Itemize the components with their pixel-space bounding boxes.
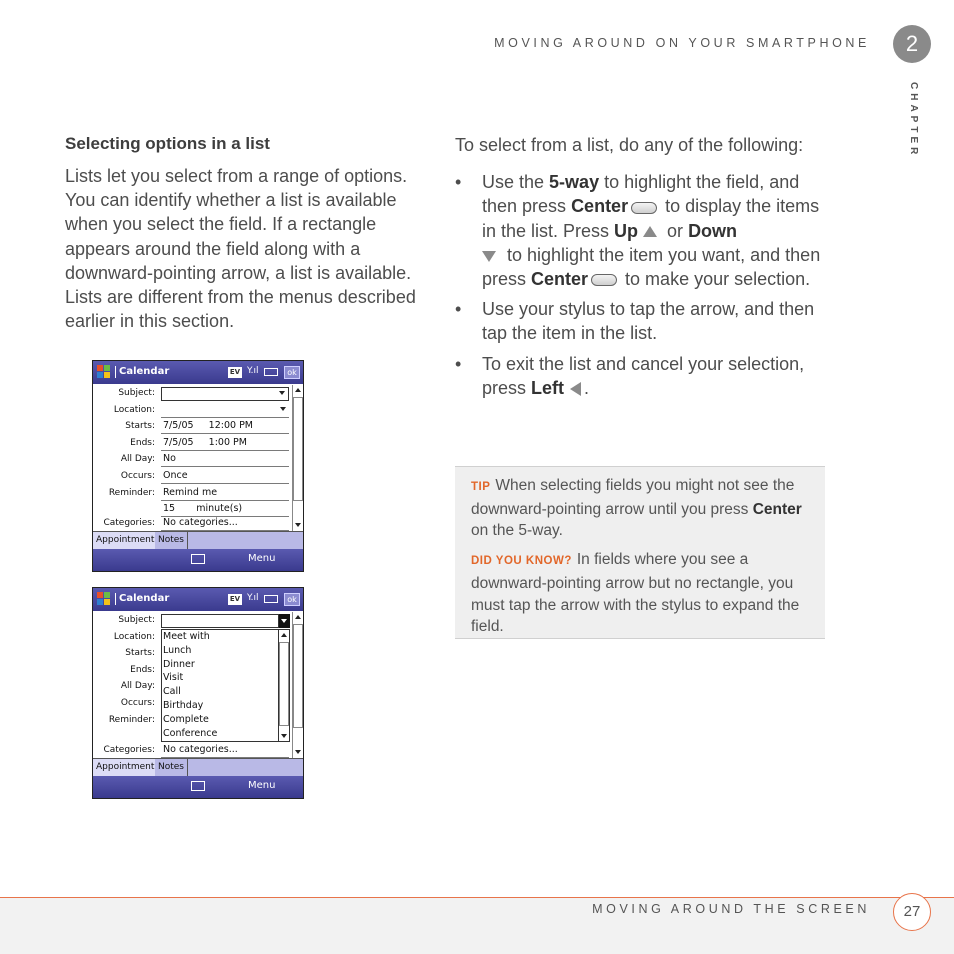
instruction-list — [455, 170, 827, 400]
scroll-down-icon — [281, 734, 287, 738]
tip-box — [455, 466, 825, 639]
tab-appointment[interactable]: Appointment — [93, 759, 158, 776]
did-you-know-text: DID YOU KNOW? In fields where you see a downward-pointing arrow but no rectangle, you must tap the arrow with the stylus to expand the field. — [471, 551, 800, 636]
form-row: Reminder: Remind me — [93, 485, 291, 502]
form-row: Categories: No categories... — [93, 742, 291, 759]
list-option[interactable]: Lunch — [163, 644, 192, 656]
calendar-screenshot-2 — [92, 587, 304, 799]
down-arrow-icon — [482, 251, 496, 262]
location-field[interactable] — [161, 404, 289, 418]
reminder-field[interactable]: Remind me — [161, 487, 289, 501]
page-number: 27 — [893, 893, 931, 931]
form-row: All Day: — [120, 681, 155, 692]
scroll-down-icon — [295, 750, 301, 754]
form-row: Occurs: Once — [93, 468, 291, 485]
did-you-know-label: DID YOU KNOW? — [471, 555, 572, 568]
scroll-thumb — [279, 642, 289, 726]
left-arrow-icon — [570, 382, 581, 396]
form-row: Ends: — [130, 664, 155, 675]
list-item: • To exit the list and cancel your selection, press Left . — [455, 352, 827, 400]
occurs-field[interactable]: Once — [161, 470, 289, 484]
chapter-label: CHAPTER — [908, 82, 919, 159]
list-scrollbar[interactable] — [279, 629, 290, 742]
reminder-time-field[interactable]: 15 minute(s) — [161, 503, 289, 517]
windows-logo-icon — [97, 365, 111, 379]
scroll-up-icon — [295, 615, 301, 619]
tab-notes[interactable]: Notes — [155, 759, 188, 776]
list-option[interactable]: Dinner — [163, 658, 195, 670]
tab-bar — [93, 758, 303, 776]
form-row: Ends: 7/5/05 1:00 PM — [93, 435, 291, 452]
app-title: Calendar — [115, 593, 169, 605]
list-option[interactable]: Visit — [163, 672, 184, 684]
tip-text: TIP When selecting fields you might not see the downward-pointing arrow until you press Center on the 5-way. — [471, 477, 802, 540]
list-option[interactable]: Meet with — [163, 631, 210, 642]
form-row: Subject: — [93, 385, 291, 402]
signal-icon: Y.ıl — [247, 593, 259, 603]
section-body: Lists let you select from a range of options. You can identify whether a list is available when you select the field. If a rectangle appears around the field along with a downward-pointing arrow, a list is available. Lists are different from the menus described earlier in this section. — [65, 166, 416, 332]
scrollbar[interactable] — [292, 385, 303, 531]
chapter-number-badge: 2 — [893, 25, 931, 63]
ok-button[interactable]: ok — [284, 366, 300, 379]
center-button-icon — [631, 202, 657, 214]
form-row: Subject: — [93, 612, 291, 629]
page-footer — [0, 897, 954, 954]
calendar-screenshot-1 — [92, 360, 304, 572]
list-item: • Use your stylus to tap the arrow, and then tap the item in the list. — [455, 297, 827, 345]
scrollbar[interactable] — [292, 612, 303, 758]
form-row: All Day: No — [93, 451, 291, 468]
title-bar — [93, 588, 303, 611]
tab-notes[interactable]: Notes — [155, 532, 188, 549]
section-title: Selecting options in a list — [65, 134, 270, 153]
scroll-thumb — [293, 624, 303, 728]
tip-label: TIP — [471, 481, 491, 493]
menu-button[interactable]: Menu — [248, 780, 276, 791]
form-row: Starts: 7/5/05 12:00 PM — [93, 418, 291, 435]
tab-appointment[interactable]: Appointment — [93, 532, 158, 549]
form-row: Location: — [93, 402, 291, 419]
list-option[interactable]: Complete — [163, 713, 209, 725]
form-row: Reminder: — [108, 714, 155, 725]
categories-field[interactable]: No categories... — [161, 744, 289, 758]
menu-button[interactable]: Menu — [248, 553, 276, 564]
list-option[interactable]: Conference — [163, 727, 218, 739]
ends-field[interactable]: 7/5/05 1:00 PM — [161, 437, 289, 451]
form-row: Starts: — [125, 648, 155, 659]
center-button-icon — [591, 274, 617, 286]
footer-section-title: MOVING AROUND THE SCREEN — [592, 902, 870, 916]
starts-field[interactable]: 7/5/05 12:00 PM — [161, 420, 289, 434]
list-option[interactable]: Birthday — [163, 699, 204, 711]
ev-indicator-icon: EV — [229, 368, 241, 376]
windows-logo-icon — [97, 592, 111, 606]
title-bar — [93, 361, 303, 384]
app-title: Calendar — [115, 366, 169, 378]
left-column — [65, 134, 435, 333]
ev-indicator-icon: EV — [229, 595, 241, 603]
keyboard-icon[interactable] — [191, 781, 205, 791]
form-row: Location: — [113, 631, 155, 642]
ok-button[interactable]: ok — [284, 593, 300, 606]
menu-bar — [93, 549, 303, 571]
dropdown-arrow-icon — [280, 407, 286, 411]
running-title: MOVING AROUND ON YOUR SMARTPHONE — [494, 36, 870, 50]
scroll-up-icon — [281, 633, 287, 637]
scroll-down-icon — [295, 523, 301, 527]
keyboard-icon[interactable] — [191, 554, 205, 564]
up-arrow-icon — [643, 226, 657, 237]
dropdown-arrow-icon — [279, 391, 285, 395]
form-row: Occurs: — [120, 698, 155, 708]
battery-icon — [264, 595, 278, 603]
list-item: • Use the 5-way to highlight the field, and then press Center to display the items in the list. Press Up or Down to highlight the item you want, and then press Center to make your selection. — [455, 170, 827, 291]
right-column — [455, 133, 827, 406]
list-option[interactable]: Call — [163, 686, 181, 698]
categories-field[interactable]: No categories... — [161, 517, 289, 531]
intro-text: To select from a list, do any of the following: — [455, 135, 804, 155]
form-row: Categories: No categories... — [93, 515, 291, 532]
subject-dropdown-list — [161, 629, 279, 742]
dropdown-button[interactable] — [279, 614, 290, 628]
scroll-thumb — [293, 397, 303, 501]
menu-bar — [93, 776, 303, 798]
battery-icon — [264, 368, 278, 376]
all-day-field[interactable]: No — [161, 453, 289, 467]
subject-field[interactable] — [161, 387, 289, 401]
signal-icon: Y.ıl — [247, 366, 259, 376]
subject-field[interactable] — [161, 614, 279, 628]
tab-bar — [93, 531, 303, 549]
scroll-up-icon — [295, 388, 301, 392]
